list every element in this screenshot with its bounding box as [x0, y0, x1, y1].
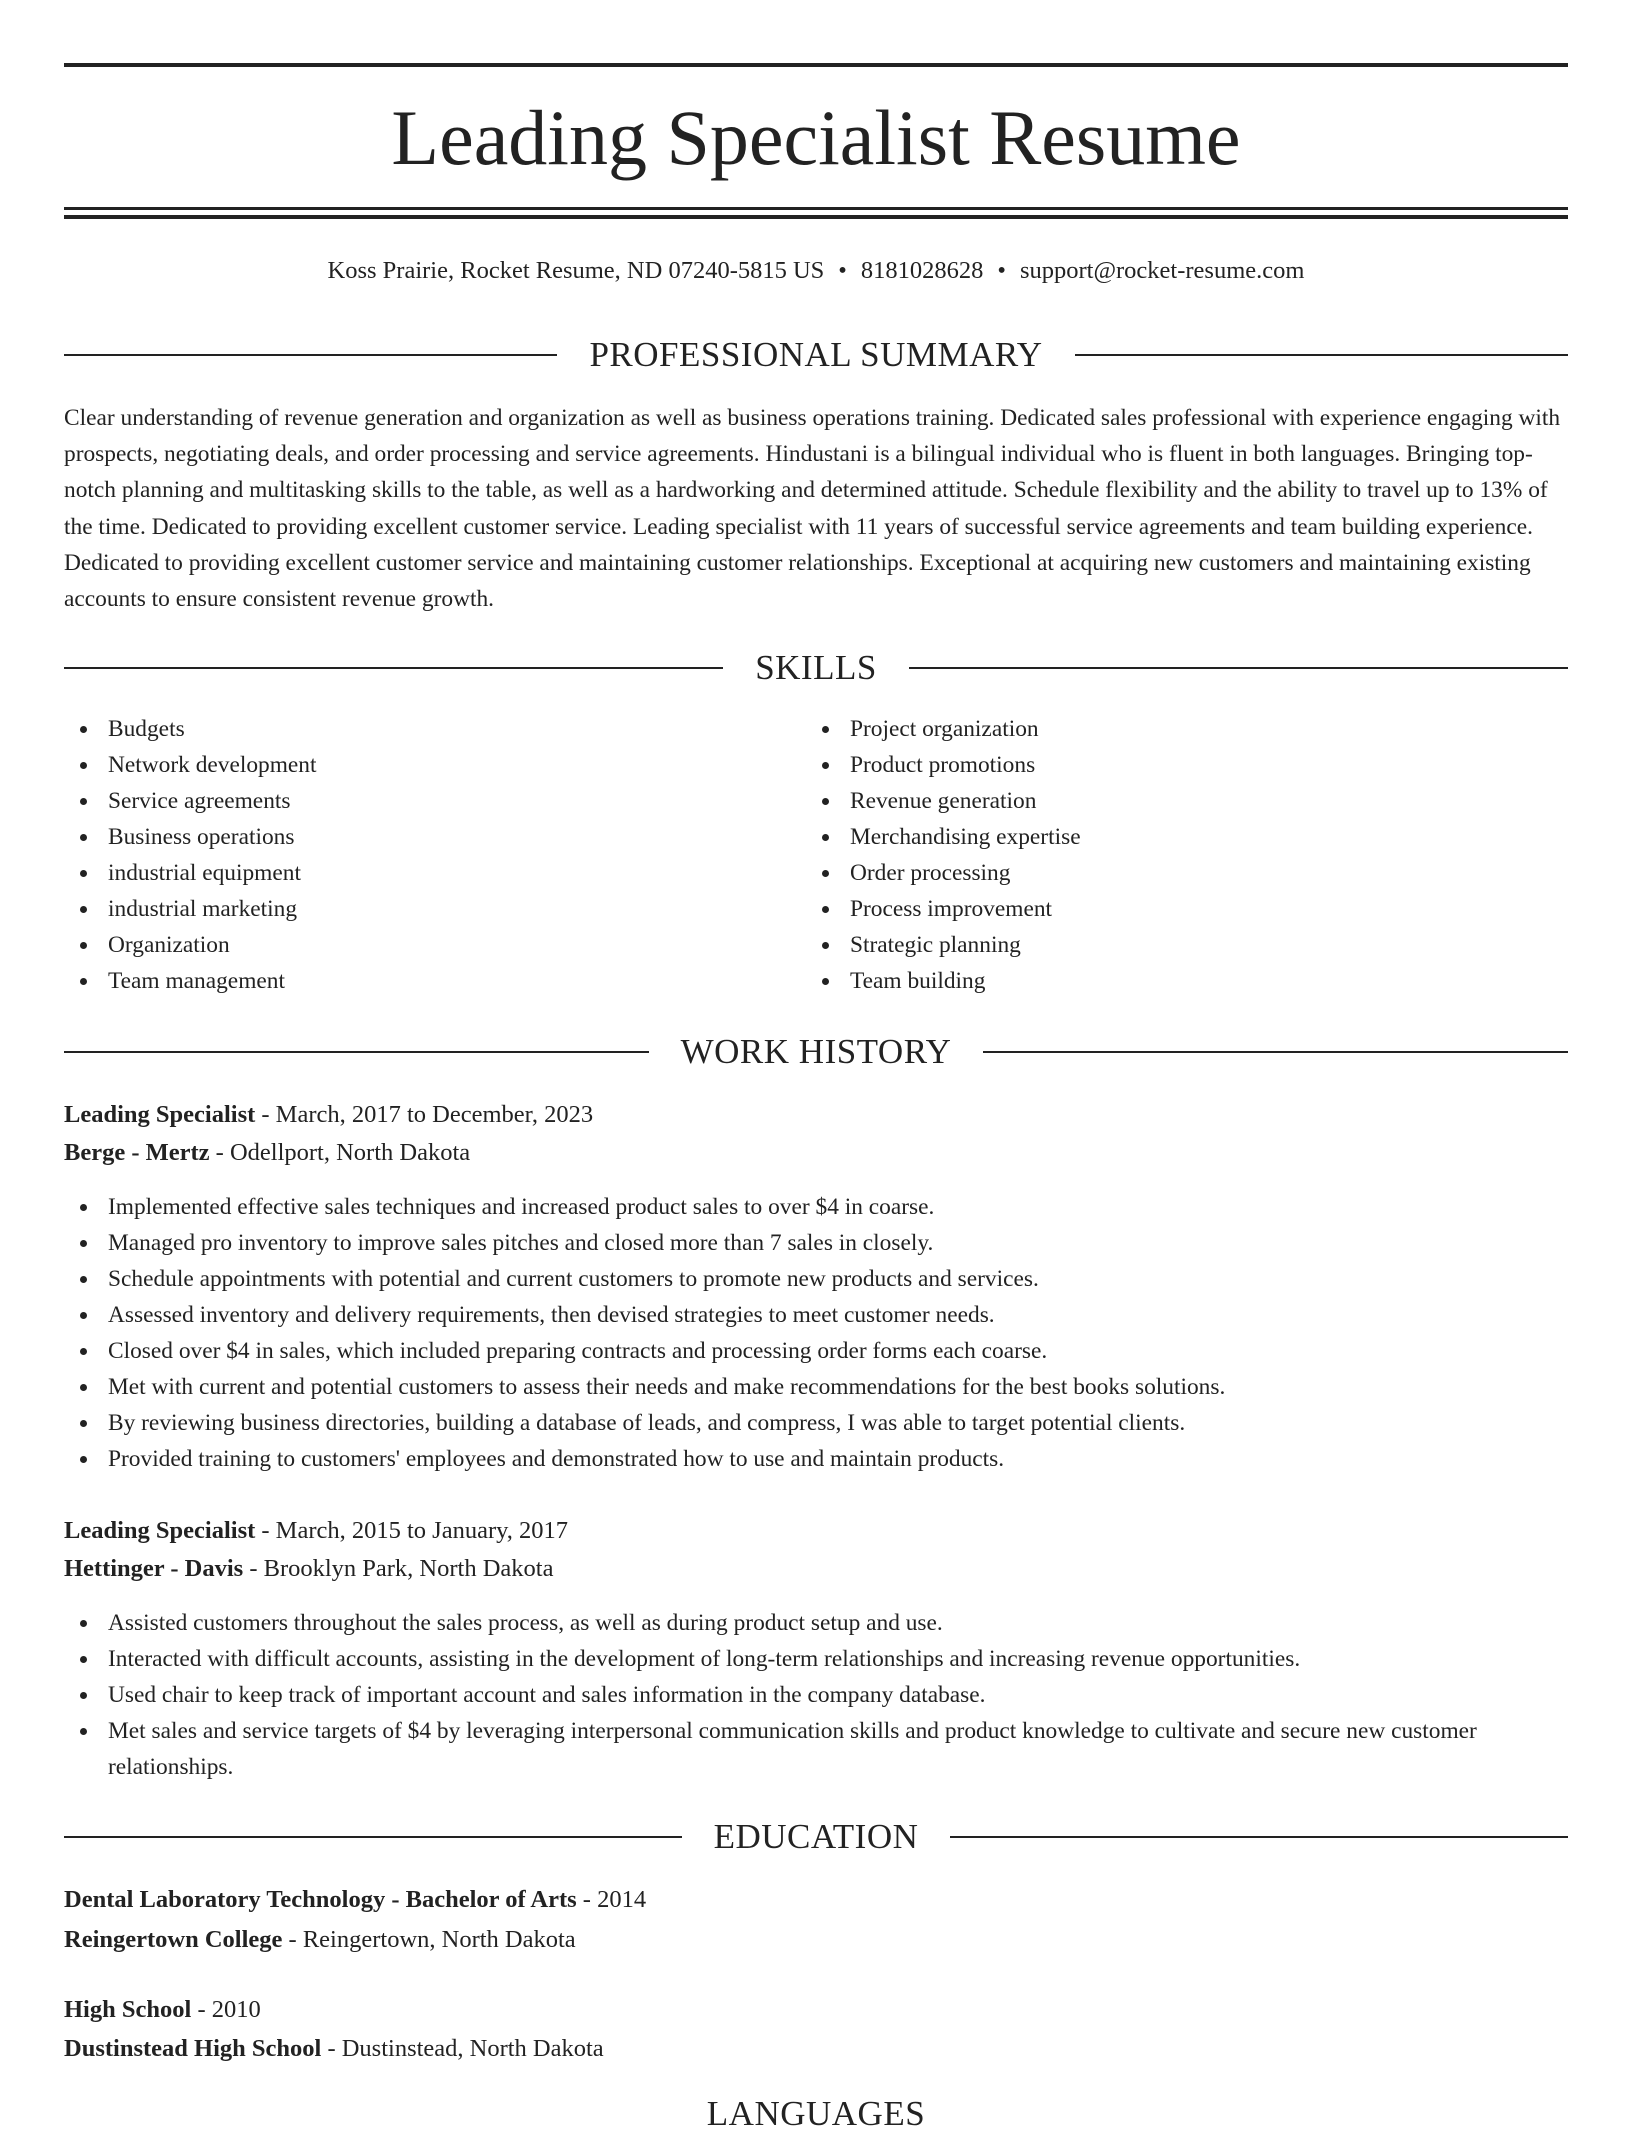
- section-title-summary: PROFESSIONAL SUMMARY: [589, 335, 1043, 374]
- contact-phone: 8181028628: [860, 257, 984, 284]
- job-title-line: [64, 1513, 1568, 1549]
- section-rule: [64, 1051, 649, 1053]
- job-bullet: Assessed inventory and delivery requirements, then devised strategies to meet customer needs.: [64, 1297, 1568, 1333]
- job-title: Leading Specialist: [64, 1101, 256, 1128]
- job-bullet: Used chair to keep track of important account and sales information in the company database.: [64, 1677, 1568, 1713]
- job-bullet: By reviewing business directories, building a database of leads, and compress, I was able to target potential clients.: [64, 1405, 1568, 1441]
- education-year: - 2014: [576, 1886, 647, 1913]
- section-header-education: [64, 1815, 1568, 1859]
- job-bullet: Met sales and service targets of $4 by leveraging interpersonal communication skills and product knowledge to cultivate and secure new customer relationships.: [64, 1713, 1568, 1785]
- section-header-work: [64, 1030, 1568, 1074]
- section-rule: [1075, 354, 1568, 356]
- education-location: - Reingertown, North Dakota: [282, 1926, 576, 1953]
- top-rule: [64, 63, 1568, 67]
- contact-separator: •: [838, 257, 847, 284]
- skill-item: Team building: [806, 963, 1506, 999]
- skill-item: Revenue generation: [806, 783, 1506, 819]
- education-location: - Dustinstead, North Dakota: [321, 2035, 604, 2062]
- education-degree: Dental Laboratory Technology - Bachelor of Arts: [64, 1886, 577, 1913]
- skill-item: Team management: [64, 963, 764, 999]
- contact-email: support@rocket-resume.com: [1019, 257, 1305, 284]
- section-header-skills: [64, 646, 1568, 690]
- skill-item: Network development: [64, 747, 764, 783]
- job-dates: - March, 2017 to December, 2023: [255, 1101, 594, 1128]
- job-bullet: Assisted customers throughout the sales process, as well as during product setup and use.: [64, 1605, 1568, 1641]
- education-school-line: [64, 2031, 1568, 2067]
- section-rule: [64, 1836, 682, 1838]
- education-year: - 2010: [191, 1996, 261, 2023]
- job-company: Hettinger - Davis: [64, 1555, 244, 1582]
- skill-item: Business operations: [64, 819, 764, 855]
- section-title-languages: LANGUAGES: [706, 2094, 926, 2133]
- job-title-line: [64, 1097, 1568, 1133]
- job-bullet: Interacted with difficult accounts, assisting in the development of long-term relationships and increasing revenue opportunities.: [64, 1641, 1568, 1677]
- job-bullet: Implemented effective sales techniques and increased product sales to over $4 in coarse.: [64, 1189, 1568, 1225]
- section-rule: [64, 354, 557, 356]
- section-header-languages: [64, 2090, 1568, 2133]
- job-bullet: Schedule appointments with potential and current customers to promote new products and services.: [64, 1261, 1568, 1297]
- skills-list-left: [64, 711, 764, 999]
- job-dates: - March, 2015 to January, 2017: [255, 1517, 569, 1544]
- professional-summary: Clear understanding of revenue generation and organization as well as business operations training. Dedicated sales professional with experience engaging with prospects, negotiating deals, and order processing and service agreements. Hindustani is a bilingual individual who is fluent in both languages. Bringing top-notch planning and multitasking skills to the table, as well as a hardworking and determined attitude. Schedule flexibility and the ability to travel up to 13% of the time. Dedicated to providing excellent customer service. Leading specialist with 11 years of successful service agreements and team building experience. Dedicated to providing excellent customer service and maintaining customer relationships. Exceptional at acquiring new customers and maintaining existing accounts to ensure consistent revenue growth.: [64, 405, 1561, 613]
- skill-item: Organization: [64, 927, 764, 963]
- job-bullet: Provided training to customers' employees and demonstrated how to use and maintain products.: [64, 1441, 1568, 1477]
- skill-item: industrial equipment: [64, 855, 764, 891]
- job-bullet: Managed pro inventory to improve sales pitches and closed more than 7 sales in closely.: [64, 1225, 1568, 1261]
- skill-item: Service agreements: [64, 783, 764, 819]
- section-title-skills: SKILLS: [755, 648, 877, 687]
- section-rule: [909, 667, 1568, 669]
- skill-item: Product promotions: [806, 747, 1506, 783]
- skill-item: industrial marketing: [64, 891, 764, 927]
- education-school: Dustinstead High School: [64, 2035, 322, 2062]
- resume-name: Leading Specialist Resume: [391, 94, 1241, 181]
- skill-item: Strategic planning: [806, 927, 1506, 963]
- job-title: Leading Specialist: [64, 1517, 256, 1544]
- skill-item: Budgets: [64, 711, 764, 747]
- section-rule: [64, 667, 723, 669]
- job-bullet: Met with current and potential customers to assess their needs and make recommendations for the best books solutions.: [64, 1369, 1568, 1405]
- skill-item: Merchandising expertise: [806, 819, 1506, 855]
- skills-list-right: [806, 711, 1506, 999]
- section-title-work: WORK HISTORY: [680, 1032, 952, 1071]
- skill-item: Project organization: [806, 711, 1506, 747]
- section-rule: [983, 1051, 1568, 1053]
- education-school: Reingertown College: [64, 1926, 283, 1953]
- section-title-education: EDUCATION: [713, 1817, 919, 1856]
- header-rule-lower: [64, 215, 1568, 219]
- contact-address: Koss Prairie, Rocket Resume, ND 07240-5815 US: [327, 257, 825, 284]
- job-company-line: [64, 1551, 1568, 1587]
- job-bullets: [64, 1605, 1568, 1785]
- section-rule: [950, 1836, 1568, 1838]
- education-degree-line: [64, 1882, 1568, 1918]
- skill-item: Process improvement: [806, 891, 1506, 927]
- skill-item: Order processing: [806, 855, 1506, 891]
- education-school-line: [64, 1922, 1568, 1958]
- job-location: - Odellport, North Dakota: [209, 1139, 471, 1166]
- job-company-line: [64, 1135, 1568, 1171]
- job-location: - Brooklyn Park, North Dakota: [243, 1555, 554, 1582]
- education-degree: High School: [64, 1996, 192, 2023]
- job-bullets: [64, 1189, 1568, 1477]
- education-degree-line: [64, 1992, 1568, 2028]
- contact-separator: •: [997, 257, 1006, 284]
- header-rule-upper: [64, 207, 1568, 210]
- job-bullet: Closed over $4 in sales, which included preparing contracts and processing order forms each coarse.: [64, 1333, 1568, 1369]
- section-header-summary: [64, 333, 1568, 377]
- job-company: Berge - Mertz: [64, 1139, 210, 1166]
- contact-line: [64, 254, 1568, 288]
